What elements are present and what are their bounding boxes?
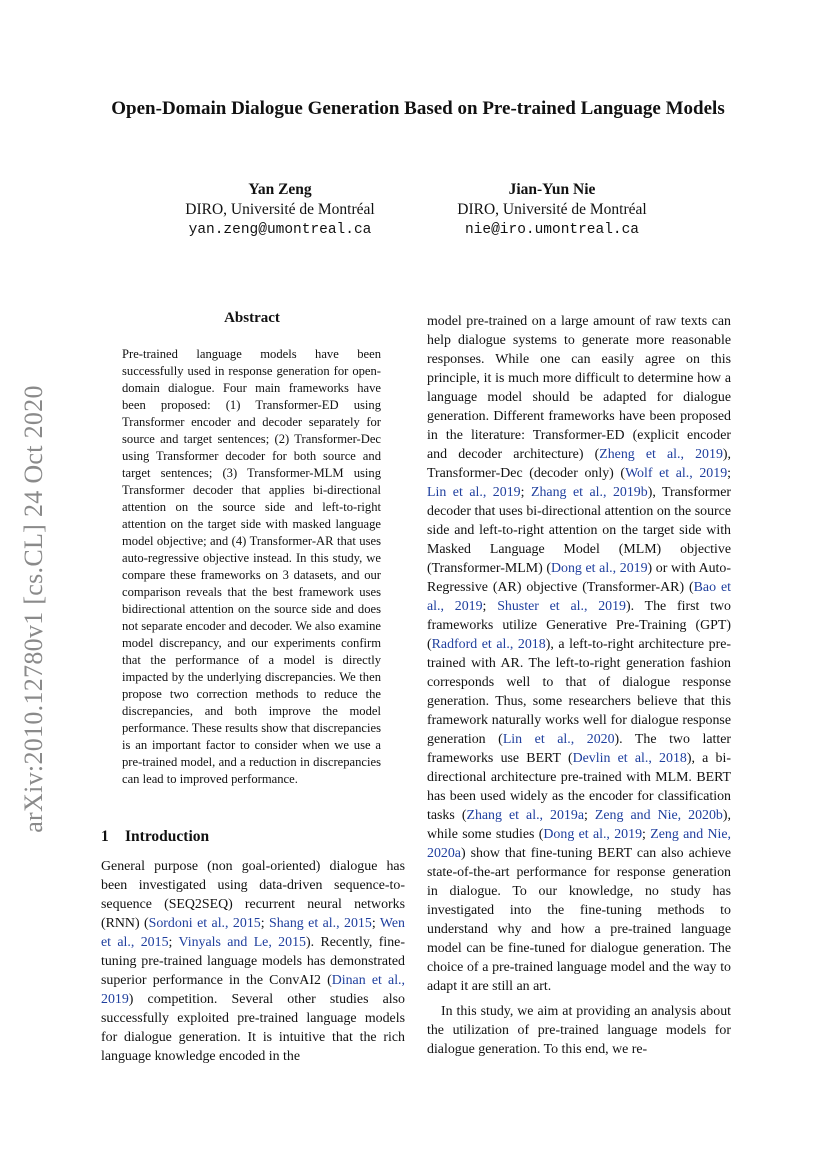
citation-link[interactable]: Shang et al., 2015	[269, 916, 372, 931]
section-title: Introduction	[125, 828, 210, 845]
arxiv-identifier-text: arXiv:2010.12780v1 [cs.CL] 24 Oct 2020	[19, 385, 48, 833]
paper-title: Open-Domain Dialogue Generation Based on Pre-trained Language Models	[111, 98, 725, 119]
citation-link[interactable]: Devlin et al., 2018	[572, 751, 687, 766]
intro-paragraph-right-1: model pre-trained on a large amount of raw texts can help dialogue systems to generate more reasonable responses. While one can easily agree on this principle, it is much more difficult to determine how a language model should be adapted for dialogue generation. Different frameworks have been proposed in the literature: Transformer-ED (explicit encoder and decoder architecture) (Zheng et al., 2019), Transformer-Dec (decoder only) (Wolf et al., 2019; Lin et al., 2019; Zhang et al., 2019b), Transformer decoder that uses bi-directional attention on the source side and left-to-right attention on the target side with Masked Language Model (MLM) objective (Transformer-MLM) (Dong et al., 2019) or with Auto-Regressive (AR) objective (Transformer-AR) (Bao et al., 2019; Shuster et al., 2019). The first two frameworks utilize Generative Pre-Training (GPT) (Radford et al., 2018), a left-to-right architecture pre-trained with AR. The left-to-right generation fashion corresponds well to that of dialogue response generation. Thus, some researchers believe that this framework naturally works well for dialogue response generation (Lin et al., 2020). The two latter frameworks use BERT (Devlin et al., 2018), a bi-directional architecture pre-trained with MLM. BERT has been used widely as the encoder for classification tasks (Zhang et al., 2019a; Zeng and Nie, 2020b), while some studies (Dong et al., 2019; Zeng and Nie, 2020a) show that fine-tuning BERT can also achieve state-of-the-art performance for response generation in dialogue. To our knowledge, no study has investigated into the fine-tuning methods to understand why and how a pre-trained language model can be fine-tuned for dialogue generation. The choice of a pre-trained language model and the way to adapt it are still an art.	[427, 314, 732, 994]
citation-link[interactable]: Zeng and Nie, 2020b	[594, 808, 723, 823]
citation-link[interactable]: Radford et al., 2018	[431, 637, 546, 652]
section-number: 1	[101, 828, 109, 845]
abstract-body: Pre-trained language models have been successfully used in response generation for open-domain dialogue. Four main frameworks have been proposed: (1) Transformer-ED using Transformer encoder and decoder separately for source and target sentences; (2) Transformer-Dec using Transformer decoder for both source and target sentences; (3) Transformer-MLM using Transformer decoder that applies bi-directional attention on the source side and left-to-right attention on the target side with masked language model objective; and (4) Transformer-AR that uses auto-regressive objective instead. In this study, we compare these frameworks on 3 datasets, and our comparison reveals that the best framework uses bidirectional attention on the source side and does not separate encoder and decoder. We also examine model discrepancy, and our experiments confirm that the performance of a model is directly impacted by the underlying discrepancies. We then propose two correction methods to reduce the discrepancies, and both improve the model performance. These results show that discrepancies is an important factor to consider when we use a pre-trained model, and a reduction in discrepancies can lead to improved performance.	[122, 347, 381, 786]
author-email: nie@iro.umontreal.ca	[464, 222, 640, 238]
citation-link[interactable]: Zhang et al., 2019b	[530, 485, 648, 500]
citation-link[interactable]: Shuster et al., 2019	[497, 599, 626, 614]
citation-link[interactable]: Zheng et al., 2019	[599, 447, 723, 462]
author-name: Yan Zeng	[248, 181, 312, 198]
author-affiliation: DIRO, Université de Montréal	[457, 201, 647, 218]
intro-paragraph-right-2: In this study, we aim at providing an analysis about the utilization of pre-trained language models for dialogue generation. To this end, we re-	[427, 1004, 731, 1057]
author-block-1	[160, 180, 400, 240]
citation-link[interactable]: Vinyals and Le, 2015	[178, 935, 306, 950]
citation-link[interactable]: Lin et al., 2020	[502, 732, 615, 747]
citation-link[interactable]: Zeng and Nie, 2020a	[427, 827, 732, 861]
author-name: Jian-Yun Nie	[508, 181, 596, 198]
intro-paragraph-left: General purpose (non goal-oriented) dialogue has been investigated using data-driven sequence-to-sequence (SEQ2SEQ) recurrent neural networks (RNN) (Sordoni et al., 2015; Shang et al., 2015; Wen et al., 2015; Vinyals and Le, 2015). Recently, fine-tuning pre-trained language models has demonstrated superior performance in the ConvAI2 (Dinan et al., 2019) competition. Several other studies also successfully exploited pre-trained language models for dialogue generation. It is intuitive that the rich language knowledge encoded in the	[101, 859, 406, 1064]
author-affiliation: DIRO, Université de Montréal	[185, 201, 375, 218]
citation-link[interactable]: Dinan et al., 2019	[101, 973, 406, 1007]
citation-link[interactable]: Wolf et al., 2019	[625, 466, 728, 481]
arxiv-identifier-stamp	[19, 364, 49, 854]
citation-link[interactable]: Wen et al., 2015	[101, 916, 405, 950]
right-column	[427, 312, 731, 1059]
author-block-2	[432, 180, 672, 240]
author-email: yan.zeng@umontreal.ca	[188, 222, 372, 238]
section-heading-introduction	[101, 828, 209, 846]
citation-link[interactable]: Lin et al., 2019	[427, 485, 521, 500]
citation-link[interactable]: Bao et al., 2019	[427, 580, 732, 614]
citation-link[interactable]: Zhang et al., 2019a	[466, 808, 584, 823]
citation-link[interactable]: Sordoni et al., 2015	[148, 916, 261, 931]
citation-link[interactable]: Dong et al., 2019	[550, 561, 648, 576]
citation-link[interactable]: Dong et al., 2019	[543, 827, 643, 842]
abstract-heading: Abstract	[224, 310, 280, 326]
